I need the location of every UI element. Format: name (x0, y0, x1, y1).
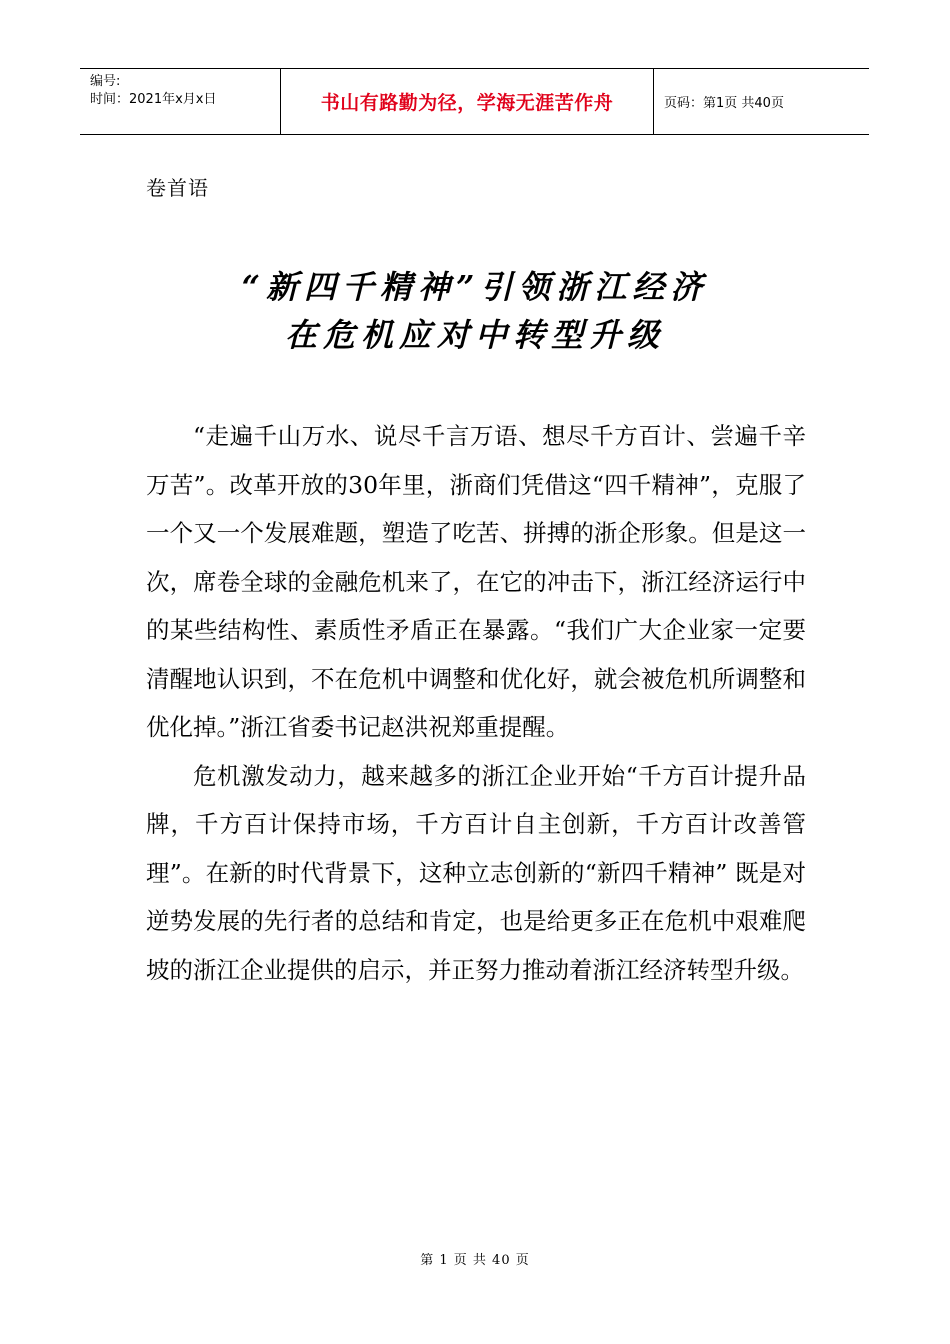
time-label: 时间：2021年x月x日 (90, 92, 217, 107)
paragraph: “走遍千山万水、说尽千言万语、想尽千方百计、尝遍千辛万苦”。改革开放的30年里，浙商们凭借这“四千精神”，克服了一个又一个发展难题，塑造了吃苦、拼搏的浙企形象。但是这一次，席卷全球的金融危机来了，在它的冲击下，浙江经济运行中的某些结构性、素质性矛盾正在暴露。“我们广大企业家一定要清醒地认识到，不在危机中调整和优化好，就会被危机所调整和优化掉。”浙江省委书记赵洪祝郑重提醒。 (146, 422, 806, 741)
article-title-line-1: “新四千精神”引领浙江经济 (241, 268, 709, 306)
header-page-info: 页码：第1页 共40页 (664, 96, 784, 111)
article-body (146, 412, 806, 994)
header-motto: 书山有路勤为径，学海无涯苦作舟 (281, 69, 654, 134)
paragraph: 危机激发动力，越来越多的浙江企业开始“千方百计提升品牌，千方百计保持市场，千方百计自主创新，千方百计改善管理”。在新的时代背景下，这种立志创新的“新四千精神” 既是对逆势发展的先行者的总结和肯定，也是给更多正在危机中艰难爬坡的浙江企业提供的启示，并正努力推动着浙江经济转型升级。 (146, 761, 806, 984)
number-label: 编号: (90, 74, 121, 89)
page-header (80, 68, 869, 135)
article-title-line-2: 在危机应对中转型升级 (284, 316, 665, 354)
page-footer: 第 1 页 共 40 页 (420, 1253, 530, 1268)
header-meta (80, 69, 281, 134)
section-label: 卷首语 (146, 176, 209, 200)
